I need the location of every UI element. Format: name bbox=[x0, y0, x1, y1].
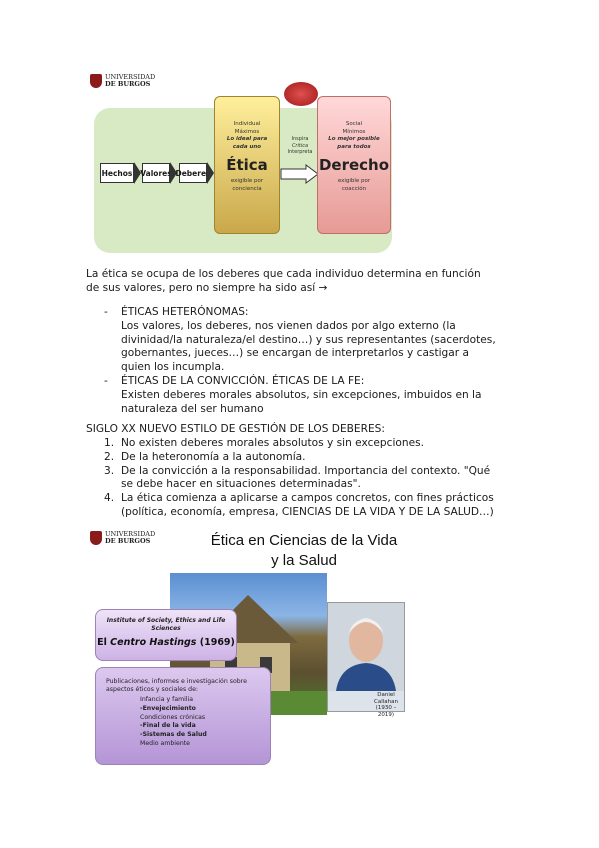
seal-icon bbox=[284, 82, 318, 106]
etica-column: Individual Máximos Lo ideal para cada uno Ética exigible por conciencia bbox=[214, 96, 280, 234]
hastings-box: Institute of Society, Ethics and Life Sciences El Centro Hastings (1969) bbox=[95, 609, 237, 661]
photo-caption: Daniel Callahan (1930 – 2019) bbox=[374, 692, 398, 718]
topics-list: Infancia y familia -Envejecimiento Condiciones crónicas -Final de la vida -Sistemas de Salud Medio ambiente bbox=[140, 696, 207, 747]
slide-etica-derecho bbox=[86, 70, 394, 260]
bullet-marker: - bbox=[104, 375, 108, 387]
right-arrow-icon bbox=[280, 164, 320, 184]
list-item: 2. De la heteronomía a la autonomía. bbox=[104, 450, 306, 463]
etica-title: Ética bbox=[226, 156, 268, 174]
diagram-background bbox=[94, 108, 392, 253]
derecho-title: Derecho bbox=[318, 156, 390, 174]
bullet-marker: - bbox=[104, 306, 108, 318]
derecho-column: Social Mínimos Lo mejor posible para todos Derecho exigible por coacción bbox=[317, 96, 391, 234]
list-item: 1. No existen deberes morales absolutos y sin excepciones. bbox=[104, 437, 425, 449]
intro-paragraph: La ética se ocupa de los deberes que cada individuo determina en función de sus valores, pero no siempre ha sido así → bbox=[86, 268, 481, 294]
slide-etica-ciencias-vida bbox=[86, 527, 416, 772]
list-item: 4. La ética comienza a aplicarse a campos concretos, con fines prácticos (política, economía, empresa, CIENCIAS DE LA VIDA Y DE LA SALUD…) bbox=[104, 492, 494, 518]
bullet-heteronomas: - ÉTICAS HETERÓNOMAS: Los valores, los deberes, nos vienen dados por algo externo (la divinidad/la naturaleza/el destino…) y sus representantes (sacerdotes, gobernantes, jueces…) se encargan de interpretarlos y castigar a quien los incumpla. bbox=[104, 306, 496, 374]
step-valores: Valores bbox=[142, 162, 177, 184]
university-logo bbox=[90, 74, 155, 88]
slide-title: Ética en Ciencias de la Vida y la Salud bbox=[210, 532, 398, 569]
siglo-heading: SIGLO XX NUEVO ESTILO DE GESTIÓN DE LOS DEBERES: bbox=[86, 423, 385, 435]
shield-icon bbox=[90, 74, 102, 88]
logo-line-2: DE BURGOS bbox=[105, 80, 151, 88]
numbered-list bbox=[0, 437, 599, 520]
middle-labels: Inspira Critica Interpreta bbox=[287, 136, 313, 155]
callahan-photo bbox=[327, 602, 405, 718]
list-item: 3. De la convicción a la responsabilidad. Importancia del contexto. "Qué se debe hacer en situaciones determinadas". bbox=[104, 464, 491, 491]
logo-line-1: UNIVERSIDAD bbox=[105, 73, 156, 81]
logo-line-1: UNIVERSIDAD bbox=[105, 530, 156, 538]
bullet-conviccion: - ÉTICAS DE LA CONVICCIÓN. ÉTICAS DE LA FE: Existen deberes morales absolutos, sin excepciones, imbuidos en la naturaleza del ser humano bbox=[104, 375, 482, 415]
publicaciones-box: Publicaciones, informes e investigación sobre aspectos éticos y sociales de: Infancia y familia -Envejecimiento Condiciones crónicas -Final de la vida -Sistemas de Salud Medio ambiente bbox=[95, 667, 271, 765]
logo-line-2: DE BURGOS bbox=[105, 537, 151, 545]
step-deberes: Deberes bbox=[179, 162, 214, 184]
university-logo bbox=[90, 531, 155, 545]
hastings-name: El Centro Hastings (1969) bbox=[97, 637, 235, 648]
shield-icon bbox=[90, 531, 102, 545]
portrait-icon bbox=[328, 603, 404, 691]
step-hechos: Hechos bbox=[100, 162, 141, 184]
